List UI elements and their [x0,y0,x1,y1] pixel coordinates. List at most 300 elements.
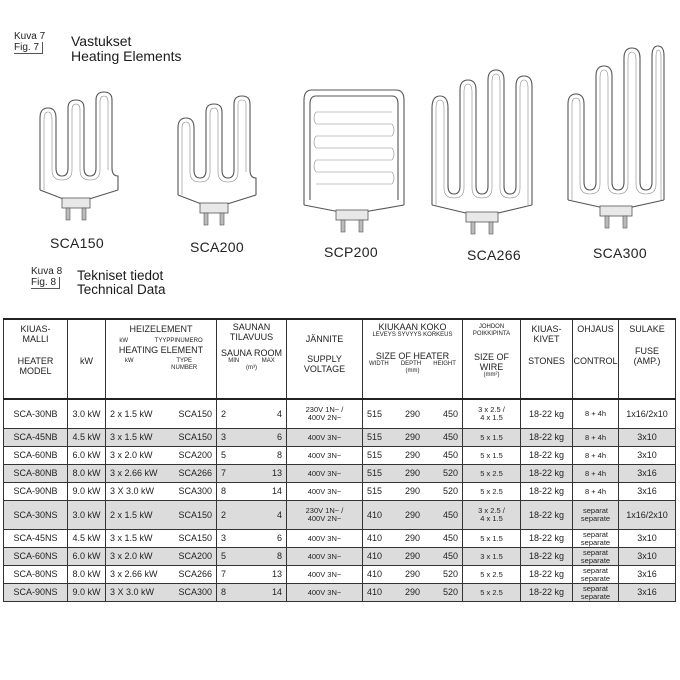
header-sauna-unit: (m³) [246,365,257,371]
header-fuse-en: FUSE (AMP.) [633,346,661,366]
header-heating-element [106,319,217,399]
header-stones [521,319,573,399]
cell-model [4,429,68,447]
cell-sauna-volume-max: 13 [271,468,282,478]
cell-voltage [287,483,363,501]
cell-heater-size-d: 290 [404,486,421,496]
fig7-kuva: Kuva 7 [14,31,46,42]
cell-stones [521,399,573,429]
cell-kw-value: 3.0 kW [72,509,101,520]
cell-heater-size-w: 410 [367,569,383,579]
header-supply-voltage: SUPPLY VOLTAGE [303,354,346,374]
cell-voltage [287,399,363,429]
cell-heater-size [363,465,463,483]
cell-sauna-volume [217,566,287,584]
cell-voltage-value: 400V 3N~ [307,468,342,478]
cell-element-elem: 3 x 1.5 kW [110,432,153,442]
cell-model [4,447,68,465]
cell-heater-size-d: 290 [404,569,421,579]
cell-stones-value: 18-22 kg [528,432,565,442]
cell-kw [68,584,106,602]
cell-sauna-volume [217,530,287,548]
cell-voltage-value: 400V 3N~ [307,587,342,597]
cell-heater-size-w: 410 [367,533,383,543]
cell-heater-size-h: 450 [442,450,458,460]
cell-sauna-volume-max: 6 [276,533,282,543]
cell-control [573,501,619,530]
element-drawing-scp200 [304,90,404,232]
cell-stones [521,530,573,548]
cell-element-elem: 2 x 1.5 kW [110,408,153,419]
cell-heater-size-w: 410 [367,587,383,597]
cell-stones-value: 18-22 kg [528,533,565,543]
cell-sauna-volume-max: 14 [271,587,282,597]
cell-wire-value: 3 x 2.5 / 4 x 1.5 [478,405,505,422]
cell-wire-value: 5 x 2.5 [480,468,503,478]
cell-stones-value: 18-22 kg [528,486,565,496]
cell-stones [521,501,573,530]
cell-voltage [287,548,363,566]
cell-heater-size [363,501,463,530]
cell-heater-size-d: 290 [404,551,421,561]
cell-kw [68,501,106,530]
cell-model [4,465,68,483]
cell-stones-value: 18-22 kg [528,450,565,460]
header-stones-en: STONES [528,356,565,366]
cell-sauna-volume-max: 8 [276,551,282,561]
cell-fuse-value: 1x16/2x10 [626,509,668,520]
cell-voltage-value: 400V 3N~ [307,432,342,442]
cell-control-value: 8 + 4h [584,450,607,460]
header-he-kw: kW [124,358,134,364]
fig8-title-fi: Tekniset tiedot [77,268,164,283]
cell-heater-size-h: 520 [442,587,458,597]
cell-control [573,566,619,584]
fig8-title-en: Technical Data [77,282,166,297]
header-control-en: CONTROL [573,356,618,366]
cell-heater-size-d: 290 [404,432,421,442]
cell-heater-size-w: 515 [367,450,383,460]
cell-kw [68,483,106,501]
cell-heater-size [363,548,463,566]
cell-heater-size-w: 515 [367,468,383,478]
cell-wire [463,530,521,548]
cell-control-value: 8 + 4h [584,468,607,478]
cell-element [106,548,217,566]
cell-wire-value: 5 x 2.5 [480,587,503,597]
cell-fuse-value: 1x16/2x10 [626,408,668,419]
cell-fuse [619,530,676,548]
cell-control [573,447,619,465]
fig8-fig: Fig. 8 [31,277,60,289]
element-caption-scp200: SCP200 [324,244,378,260]
cell-element-type: SCA150 [178,509,212,520]
cell-sauna-volume-min: 7 [221,569,227,579]
table-row [4,584,676,602]
cell-sauna-volume [217,447,287,465]
cell-heater-size-d: 290 [404,509,421,520]
cell-voltage-value: 230V 1N~ / 400V 2N~ [305,506,344,523]
cell-stones [521,566,573,584]
cell-element [106,566,217,584]
cell-fuse [619,447,676,465]
header-wire [463,319,521,399]
cell-voltage [287,566,363,584]
cell-sauna-volume [217,483,287,501]
header-heiz-type-fi: TYYPPINUMERO [154,338,203,344]
cell-control-value: 8 + 4h [584,432,607,442]
cell-element-elem: 3 x 2.66 kW [110,468,158,478]
cell-model-value: SCA-30NB [13,408,58,419]
cell-model [4,399,68,429]
fig7-fig: Fig. 7 [14,42,43,54]
cell-voltage-value: 400V 3N~ [307,450,342,460]
cell-heater-size [363,429,463,447]
cell-fuse [619,501,676,530]
cell-element-elem: 3 X 3.0 kW [110,587,155,597]
cell-stones-value: 18-22 kg [528,408,565,419]
cell-stones [521,548,573,566]
cell-heater-size-h: 450 [442,551,458,561]
table-row [4,447,676,465]
cell-stones [521,584,573,602]
cell-fuse-value: 3x16 [637,468,657,478]
cell-control [573,399,619,429]
cell-heater-size-h: 450 [442,509,458,520]
cell-element-elem: 3 x 2.0 kW [110,450,153,460]
cell-model-value: SCA-45NB [13,432,58,442]
technical-data-table [3,318,676,602]
table-row [4,501,676,530]
cell-wire [463,584,521,602]
cell-fuse-value: 3x10 [637,551,657,561]
cell-element [106,399,217,429]
cell-heater-size-d: 290 [404,533,421,543]
cell-voltage [287,530,363,548]
cell-model [4,548,68,566]
header-sauna-en: SAUNA ROOM [220,348,282,358]
cell-voltage [287,584,363,602]
cell-element-elem: 3 x 2.0 kW [110,551,153,561]
cell-control-value: 8 + 4h [584,409,607,418]
cell-stones [521,447,573,465]
cell-element [106,429,217,447]
header-koko: KIUKAAN KOKO [378,322,447,332]
cell-heater-size-d: 290 [404,468,421,478]
header-size-sub [363,361,462,368]
cell-control [573,530,619,548]
cell-sauna-volume-max: 4 [276,509,282,520]
cell-element-type: SCA150 [178,432,212,442]
cell-sauna-volume-min: 2 [221,509,227,520]
cell-fuse-value: 3x10 [637,533,657,543]
cell-sauna-volume-max: 6 [276,432,282,442]
header-heating-element-en: HEATING ELEMENT [118,345,204,355]
cell-kw-value: 3.0 kW [72,408,101,419]
cell-fuse [619,584,676,602]
cell-kw-value: 4.5 kW [72,533,101,543]
cell-control-value: separat separate [580,583,611,601]
cell-model [4,501,68,530]
cell-element-type: SCA150 [178,408,212,419]
header-johdon: JOHDON POIKKIPINTA [472,324,511,337]
cell-heater-size-w: 515 [367,408,383,419]
cell-wire [463,429,521,447]
cell-sauna-volume [217,465,287,483]
table-row [4,429,676,447]
header-size-of-heater: SIZE OF HEATER [375,351,450,361]
cell-control [573,483,619,501]
cell-element-elem: 3 X 3.0 kW [110,486,155,496]
cell-heater-size [363,483,463,501]
cell-element [106,584,217,602]
cell-kw-value: 8.0 kW [72,468,101,478]
cell-sauna-volume-max: 4 [276,408,282,419]
cell-wire-value: 5 x 1.5 [480,533,503,543]
cell-element [106,501,217,530]
cell-control-value: separat separate [580,506,611,523]
header-heiz-sub [106,338,216,345]
cell-voltage-value: 400V 3N~ [307,486,342,496]
table-row [4,566,676,584]
cell-wire [463,447,521,465]
cell-wire [463,566,521,584]
cell-element [106,483,217,501]
header-heater-size [363,319,463,399]
cell-stones [521,465,573,483]
cell-voltage [287,447,363,465]
cell-wire-value: 5 x 1.5 [480,450,503,460]
header-control [573,319,619,399]
cell-voltage [287,465,363,483]
cell-element-type: SCA300 [178,486,212,496]
cell-element [106,530,217,548]
cell-model-value: SCA-60NS [13,551,58,561]
header-model-fi: KIUAS- MALLI [20,324,51,344]
header-width: WIDTH [369,361,389,367]
cell-heater-size [363,447,463,465]
cell-model-value: SCA-80NS [13,569,58,579]
cell-kw [68,530,106,548]
element-caption-sca266: SCA266 [467,247,521,263]
cell-element-type: SCA266 [178,468,212,478]
cell-model [4,483,68,501]
cell-heater-size-h: 520 [442,569,458,579]
cell-sauna-volume-min: 2 [221,408,227,419]
cell-element-type: SCA150 [178,533,212,543]
cell-sauna-volume [217,584,287,602]
cell-heater-size [363,566,463,584]
header-sauna-fi: SAUNAN TILAVUUS [229,322,274,342]
cell-element [106,447,217,465]
cell-heater-size-d: 290 [404,408,421,419]
cell-heater-size [363,530,463,548]
cell-control-value: separat separate [580,547,611,565]
cell-heater-size [363,584,463,602]
cell-wire-value: 5 x 2.5 [480,486,503,496]
element-caption-sca150: SCA150 [50,235,104,251]
cell-sauna-volume-min: 8 [221,486,227,496]
header-model [4,319,68,399]
cell-model-value: SCA-30NS [13,509,58,520]
cell-element-type: SCA300 [178,587,212,597]
table-row [4,548,676,566]
cell-element-elem: 2 x 1.5 kW [110,509,153,520]
element-caption-sca200: SCA200 [190,239,244,255]
cell-model [4,530,68,548]
fig8-title [77,269,166,297]
cell-element-elem: 3 x 2.66 kW [110,569,158,579]
element-drawing-sca200 [178,96,256,225]
cell-kw [68,429,106,447]
cell-heater-size-w: 410 [367,509,383,520]
cell-wire-value: 3 x 2.5 / 4 x 1.5 [478,506,505,523]
cell-fuse-value: 3x16 [637,486,657,496]
table-row [4,530,676,548]
cell-heater-size [363,399,463,429]
element-drawing-sca150 [40,92,118,220]
fig8-label [31,266,62,289]
cell-voltage-value: 400V 3N~ [307,569,342,579]
cell-fuse-value: 3x10 [637,432,657,442]
cell-sauna-volume [217,429,287,447]
cell-heater-size-w: 410 [367,551,383,561]
cell-model-value: SCA-90NS [13,587,58,597]
cell-sauna-volume-min: 5 [221,551,227,561]
cell-fuse [619,483,676,501]
cell-sauna-volume-max: 14 [271,486,282,496]
cell-fuse-value: 3x10 [637,450,657,460]
cell-model-value: SCA-80NB [13,468,58,478]
cell-sauna-volume-max: 13 [271,569,282,579]
cell-element-type: SCA200 [178,450,212,460]
cell-sauna-volume-max: 8 [276,450,282,460]
cell-stones-value: 18-22 kg [528,587,565,597]
cell-heater-size-w: 515 [367,432,383,442]
cell-element-type: SCA200 [178,551,212,561]
header-fuse [619,319,676,399]
cell-fuse [619,548,676,566]
header-sauna-min: MIN [228,358,240,364]
fig8-kuva: Kuva 8 [31,266,63,277]
cell-kw [68,399,106,429]
cell-control-value: separat separate [580,565,611,583]
cell-wire-value: 3 x 1.5 [480,551,503,561]
header-size-unit: (mm) [405,368,420,374]
element-caption-sca300: SCA300 [593,245,647,261]
cell-control-value: 8 + 4h [584,486,607,496]
cell-sauna-volume-min: 3 [221,533,227,543]
cell-wire [463,548,521,566]
cell-voltage [287,429,363,447]
cell-kw-value: 4.5 kW [72,432,101,442]
header-sulake: SULAKE [629,324,665,334]
header-kivet: KIUAS- KIVET [531,324,562,344]
header-wire-unit: (mm²) [483,372,500,378]
table-row [4,483,676,501]
header-jannite: JÄNNITE [305,334,344,344]
cell-voltage [287,501,363,530]
cell-element-elem: 3 x 1.5 kW [110,533,153,543]
cell-kw-value: 8.0 kW [72,569,101,579]
cell-stones-value: 18-22 kg [528,468,565,478]
cell-control [573,548,619,566]
cell-model [4,584,68,602]
cell-sauna-volume-min: 3 [221,432,227,442]
cell-sauna-volume [217,548,287,566]
header-sauna-max: MAX [261,358,275,364]
cell-control [573,429,619,447]
cell-control [573,465,619,483]
header-he-type: TYPE NUMBER [171,358,198,371]
cell-heater-size-d: 290 [404,587,421,597]
header-heiz-kw: kW [119,338,128,344]
cell-voltage-value: 400V 3N~ [307,551,342,561]
header-heiz: HEIZELEMENT [129,324,193,334]
header-kw-label: kW [80,356,93,366]
cell-fuse [619,465,676,483]
table-header-row [4,319,676,399]
cell-model [4,566,68,584]
header-model-en: HEATER MODEL [17,356,54,376]
cell-fuse [619,566,676,584]
cell-sauna-volume-min: 8 [221,587,227,597]
cell-sauna-volume-min: 7 [221,468,227,478]
cell-heater-size-h: 520 [442,486,458,496]
element-drawing-sca300 [568,46,664,228]
cell-heater-size-h: 520 [442,468,458,478]
cell-wire-value: 5 x 2.5 [480,569,503,579]
cell-model-value: SCA-90NB [13,486,58,496]
cell-sauna-volume [217,501,287,530]
cell-heater-size-h: 450 [442,432,458,442]
header-kw [68,319,106,399]
cell-kw [68,566,106,584]
cell-kw [68,447,106,465]
cell-stones-value: 18-22 kg [528,569,565,579]
header-he-sub [106,358,216,372]
cell-stones-value: 18-22 kg [528,551,565,561]
cell-heater-size-h: 450 [442,533,458,543]
header-sauna-minmax [217,358,286,365]
header-sauna-room [217,319,287,399]
cell-wire [463,501,521,530]
cell-control [573,584,619,602]
header-ohjaus: OHJAUS [577,324,614,334]
cell-kw-value: 9.0 kW [72,486,101,496]
cell-fuse-value: 3x16 [637,569,657,579]
header-height: HEIGHT [433,361,456,367]
cell-kw-value: 6.0 kW [72,551,101,561]
header-depth: DEPTH [400,361,422,367]
cell-heater-size-h: 450 [442,408,458,419]
cell-kw [68,548,106,566]
element-drawing-sca266 [432,70,532,234]
cell-fuse [619,429,676,447]
cell-element-type: SCA266 [178,569,212,579]
cell-stones [521,483,573,501]
header-voltage [287,319,363,399]
cell-fuse-value: 3x16 [637,587,657,597]
cell-kw-value: 6.0 kW [72,450,101,460]
cell-kw [68,465,106,483]
cell-sauna-volume-min: 5 [221,450,227,460]
cell-element [106,465,217,483]
cell-wire-value: 5 x 1.5 [480,432,503,442]
technical-data-body [4,399,676,602]
cell-model-value: SCA-60NB [13,450,58,460]
fig7-title-fi: Vastukset [71,33,132,49]
